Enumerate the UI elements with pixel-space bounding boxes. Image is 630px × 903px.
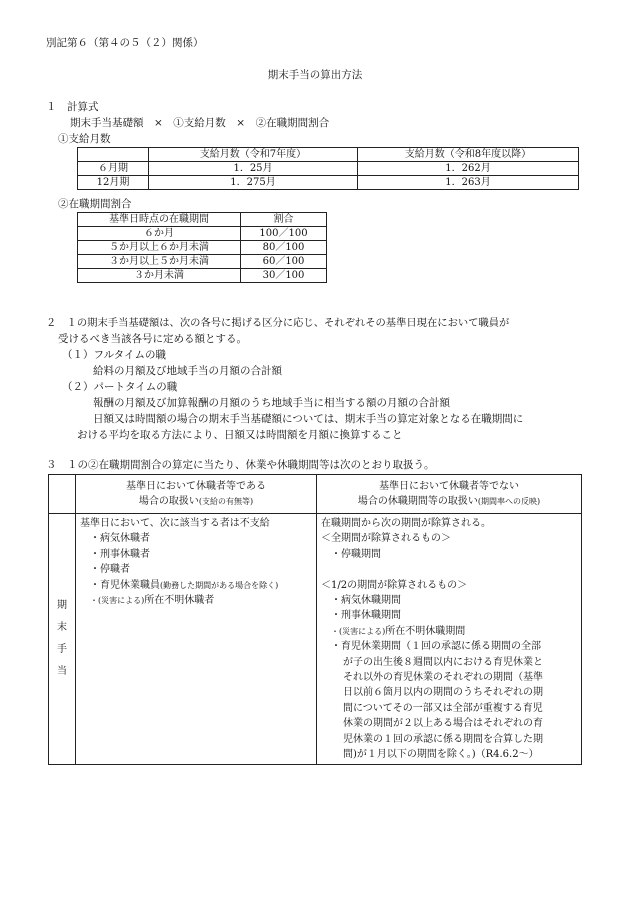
table-cell: 1．25月: [149, 162, 358, 176]
section-1-heading: １ 計算式: [46, 101, 99, 113]
item-2-title: （２）パートタイムの職: [62, 381, 178, 393]
row-label-char: 手: [57, 644, 67, 655]
table-cell: ３か月未満: [78, 269, 241, 283]
table-header-cell: 基準日時点の在職期間: [78, 213, 241, 227]
row-label-cell: [49, 514, 76, 765]
table-row: [78, 241, 327, 255]
row-label-char: 当: [57, 666, 67, 677]
table-header-cell: 割合: [241, 213, 327, 227]
childcare-line: 休業の期間が２以上ある場合はそれぞれの育: [343, 718, 543, 730]
col1-item: ・病気休職者: [90, 533, 150, 545]
full-period-item: ・停職期間: [331, 548, 381, 560]
table-row: [78, 162, 579, 176]
childcare-line: それ以外の育児休業のそれぞれの期間（基準: [343, 672, 543, 684]
table-header-cell: [78, 148, 149, 162]
childcare-line: ・育児休業期間（１回の承認に係る期間の全部: [331, 641, 541, 653]
payment-months-title: ①支給月数: [58, 133, 111, 145]
table-cell: ５か月以上６か月未満: [78, 241, 241, 255]
col1-item: ・育児休業職員(勤務した期間がある場合を除く): [90, 579, 279, 591]
item-2-body: 報酬の月額及び加算報酬の月額のうち地域手当に相当する額の月額の合計額: [93, 397, 450, 409]
table-header-cell: 支給月数（令和8年度以降）: [358, 148, 579, 162]
table-cell: 1．262月: [358, 162, 579, 176]
half-period-title: ＜1/2の期間が除算されるもの＞: [321, 579, 468, 591]
item-1-body: 給料の月額及び地域手当の月額の合計額: [93, 365, 282, 377]
spacer-line: [321, 562, 577, 577]
table-row: [49, 514, 582, 765]
item-1-title: （１）フルタイムの職: [62, 349, 166, 361]
col2-content: [317, 514, 582, 765]
col2-header-line1: 基準日において休職者等でない: [379, 481, 519, 492]
table-cell: 60／100: [241, 255, 327, 269]
col1-header-line2: 場合の取扱い(支給の有無等): [138, 496, 254, 507]
col1-lead: 基準日において、次に該当する者は不支給: [80, 518, 270, 529]
childcare-line: が子の出生後８週間以内における育児休業と: [343, 656, 543, 668]
item-2-note-line-2: おける平均を取る方法により、日額又は時間額を月額に換算すること: [77, 429, 403, 441]
section-3-heading: ３ １の②在職期間割合の算定に当たり、休業や休職期間等は次のとおり取扱う。: [46, 459, 435, 471]
table-header-row: [78, 148, 579, 162]
col1-item: ・停職者: [90, 564, 130, 576]
table-cell: 1．275月: [149, 176, 358, 190]
table-row: [78, 269, 327, 283]
row-label-char: 末: [57, 622, 67, 633]
col2-header-line2: 場合の休職期間等の取扱い(期間率への反映): [357, 496, 541, 507]
table-cell: 12月期: [78, 176, 149, 190]
table-cell: 100／100: [241, 227, 327, 241]
leave-treatment-table: [48, 474, 582, 765]
col2-header: [317, 475, 582, 514]
page-title: 期末手当の算出方法: [267, 69, 363, 81]
table-row: [78, 227, 327, 241]
table-cell: 80／100: [241, 241, 327, 255]
formula-text: 期末手当基礎額 × ①支給月数 × ②在職期間割合: [70, 117, 330, 129]
table-cell: ６月期: [78, 162, 149, 176]
childcare-line: 日以前６箇月以内の期間のうちそれぞれの期: [343, 687, 543, 699]
childcare-line: 児休業の１回の承認に係る期間を合算した期: [343, 733, 543, 745]
half-period-item: ・(災害による)所在不明休職期間: [331, 625, 466, 637]
half-period-item: ・刑事休職期間: [331, 610, 401, 622]
col1-item: ・刑事休職者: [90, 548, 150, 560]
table-header-cell: 支給月数（令和7年度）: [149, 148, 358, 162]
table-cell: 1．263月: [358, 176, 579, 190]
payment-months-table: [77, 147, 579, 190]
table-header-row: [49, 475, 582, 514]
col1-content: [76, 514, 317, 765]
header-reference: 別記第６（第４の５（２）関係）: [46, 37, 204, 49]
col1-item: ・(災害による)所在不明休職者: [90, 595, 215, 607]
item-2-note-line-1: 日額又は時間額の場合の期末手当基礎額については、期末手当の算定対象となる在職期間に: [93, 413, 524, 425]
half-period-item: ・病気休職期間: [331, 595, 401, 607]
col1-header: [76, 475, 317, 514]
table-header-row: [78, 213, 327, 227]
childcare-line: 間についてその一部又は全部が重複する育児: [343, 702, 543, 714]
table-cell: ６か月: [78, 227, 241, 241]
row-label-char: 期: [57, 600, 67, 611]
childcare-line: 間)が１月以下の期間を除く。)（R4.6.2～）: [343, 749, 539, 761]
section-2-line-1: ２ １の期末手当基礎額は、次の各号に掲げる区分に応じ、それぞれその基準日現在において職員が: [46, 317, 510, 329]
section-2-line-2: 受けるべき当該各号に定める額とする。: [58, 333, 247, 345]
service-ratio-table: [77, 212, 327, 283]
table-cell: 30／100: [241, 269, 327, 283]
corner-cell: [49, 475, 76, 514]
table-row: [78, 176, 579, 190]
table-row: [78, 255, 327, 269]
col2-lead: 在職期間から次の期間が除算される。: [321, 518, 491, 529]
table-cell: ３か月以上５か月未満: [78, 255, 241, 269]
full-period-title: ＜全期間が除算されるもの＞: [321, 533, 451, 545]
col1-header-line1: 基準日において休職者等である: [126, 481, 266, 492]
service-ratio-title: ②在職期間割合: [58, 198, 132, 210]
